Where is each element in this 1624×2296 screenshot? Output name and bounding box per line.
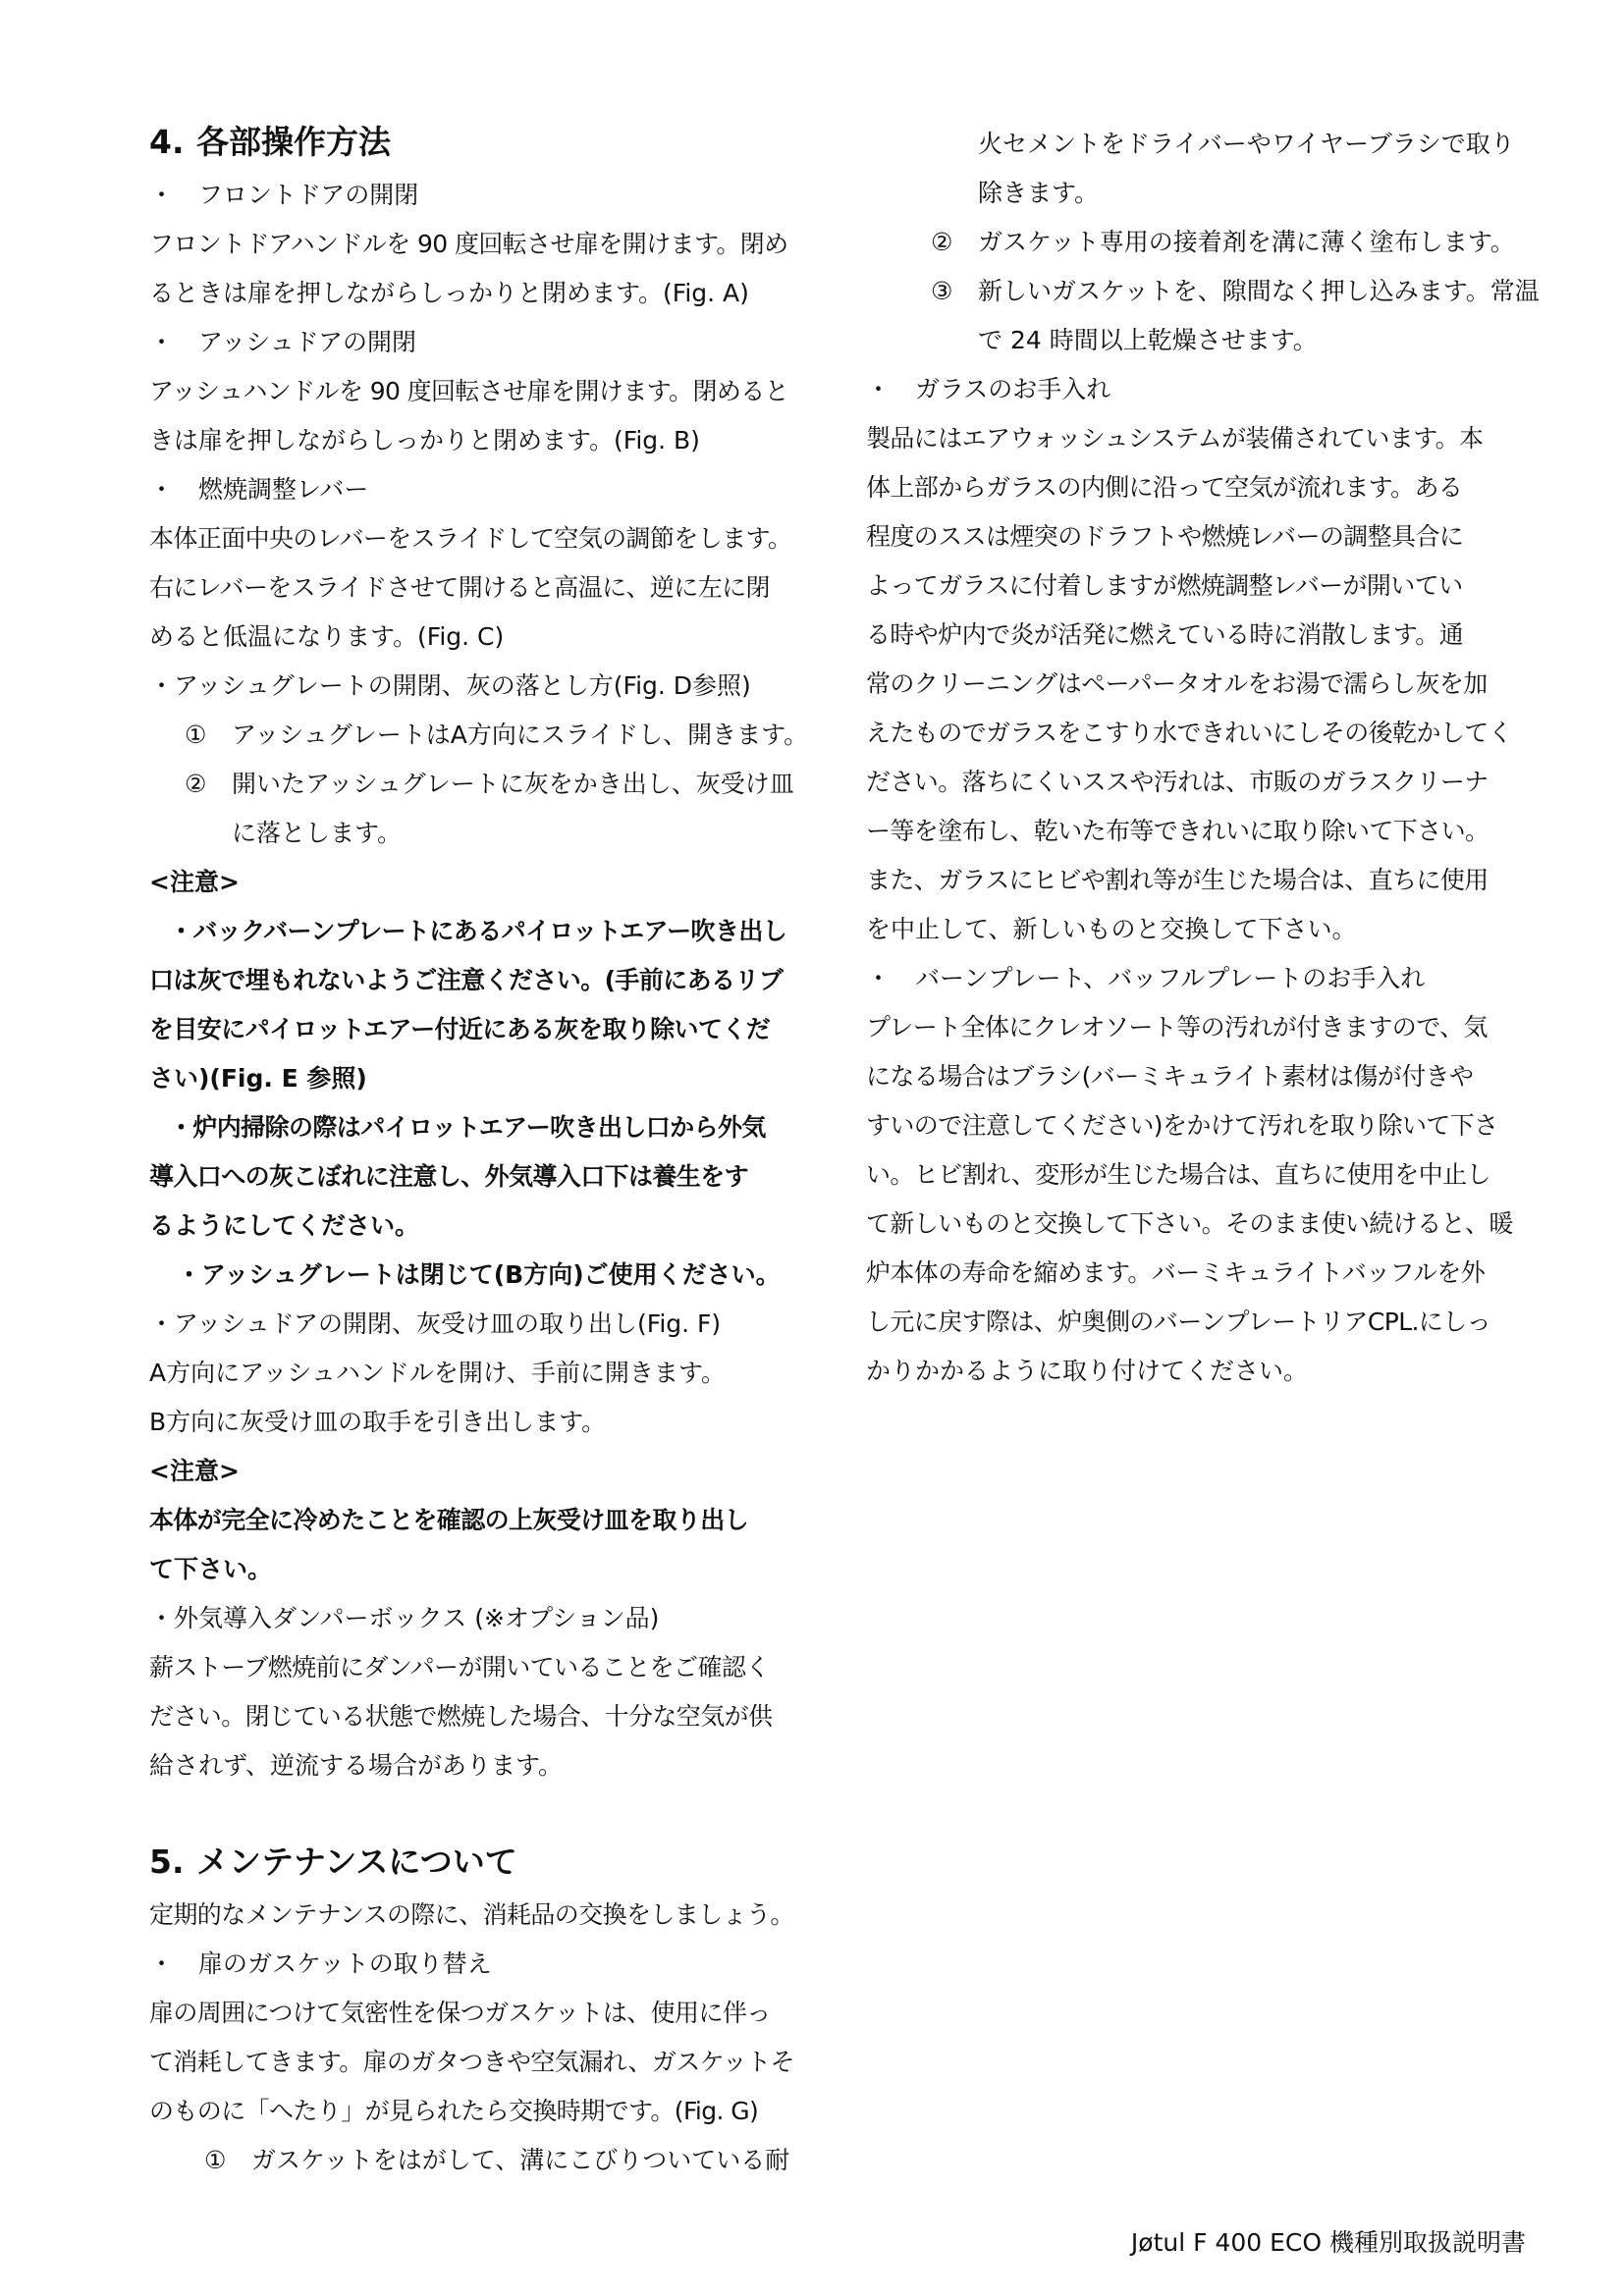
- caution-line: 本体が完全に冷めたことを確認の上灰受け皿を取り出し: [149, 1506, 749, 1534]
- caution-heading: <注意>: [149, 1457, 240, 1485]
- paragraph-line: また、ガラスにヒビや割れ等が生じた場合は、直ちに使用: [866, 866, 1489, 894]
- paragraph-line: のものに「へたり」が見られたら交換時期です。(Fig. G): [149, 2097, 759, 2125]
- caution-line: を目安にパイロットエアー付近にある灰を取り除いてくだ: [149, 1015, 771, 1043]
- paragraph-line: 右にレバーをスライドさせて開けると高温に、逆に左に閉: [149, 573, 770, 602]
- bullet-front-door: ・ フロントドアの開閉: [149, 181, 419, 209]
- caution-line: さい)(Fig. E 参照): [149, 1064, 367, 1093]
- paragraph-line: になる場合はブラシ(バーミキュライト素材は傷が付きや: [866, 1062, 1474, 1091]
- paragraph-line: プレート全体にクレオソート等の汚れが付きますので、気: [866, 1013, 1488, 1041]
- subheading-ash-pan: ・アッシュドアの開閉、灰受け皿の取り出し(Fig. F): [149, 1309, 722, 1338]
- bullet-burn-plate-care: ・ バーンプレート、バッフルプレートのお手入れ: [866, 964, 1426, 992]
- caution-heading: <注意>: [149, 868, 240, 896]
- paragraph-line: かりかかるように取り付けてください。: [866, 1357, 1309, 1385]
- gasket-step-3: ③ 新しいガスケットを、隙間なく押し込みます。常温: [931, 277, 1540, 305]
- paragraph-line: ー等を塗布し、乾いた布等できれいに取り除いて下さい。: [866, 817, 1489, 845]
- page-footer: Jøtul F 400 ECO 機種別取扱説明書: [1130, 2228, 1526, 2257]
- gasket-step-3-cont: で 24 時間以上乾燥させます。: [978, 326, 1318, 354]
- paragraph-line: すいので注意してください)をかけて汚れを取り除いて下さ: [866, 1111, 1498, 1140]
- paragraph-line: る時や炉内で炎が活発に燃えている時に消散します。通: [866, 620, 1464, 649]
- paragraph-line: きは扉を押しながらしっかりと閉めます。(Fig. B): [149, 426, 700, 454]
- subheading-ash-grate: ・アッシュグレートの開閉、灰の落とし方(Fig. D参照): [149, 671, 751, 700]
- caution-line: ・バックバーンプレートにあるパイロットエアー吹き出し: [169, 917, 787, 945]
- paragraph-line: よってガラスに付着しますが燃焼調整レバーが開いてい: [866, 571, 1463, 600]
- section-5-heading: 5. メンテナンスについて: [149, 1842, 517, 1881]
- caution-line: ・アッシュグレートは閉じて(B方向)ご使用ください。: [177, 1260, 781, 1289]
- step-2-cont: に落とします。: [232, 819, 403, 847]
- paragraph-line: めると低温になります。(Fig. C): [149, 622, 505, 651]
- paragraph-line: ださい。閉じている状態で燃焼した場合、十分な空気が供: [149, 1702, 773, 1731]
- gasket-step-1-cont: 除きます。: [978, 179, 1100, 207]
- caution-line: るようにしてください。: [149, 1211, 420, 1240]
- paragraph-line: 程度のススは煙突のドラフトや燃焼レバーの調整具合に: [866, 522, 1464, 551]
- paragraph-line: て新しいものと交換して下さい。そのまま使い続けると、暖: [866, 1209, 1513, 1238]
- left-column: [149, 116, 813, 2185]
- paragraph-line: アッシュハンドルを 90 度回転させ扉を開けます。閉めると: [149, 377, 789, 405]
- paragraph-line: 薪ストーブ燃焼前にダンパーが開いていることをご確認く: [149, 1653, 770, 1682]
- paragraph-line: フロントドアハンドルを 90 度回転させ扉を開けます。閉め: [149, 230, 788, 258]
- caution-line: て下さい。: [149, 1555, 273, 1583]
- section-gap: [149, 1790, 813, 1836]
- paragraph-line: 定期的なメンテナンスの際に、消耗品の交換をしましょう。: [149, 1900, 794, 1929]
- section-4-heading: 4. 各部操作方法: [149, 123, 391, 161]
- paragraph-line: 扉の周囲につけて気密性を保つガスケットは、使用に伴っ: [149, 1999, 771, 2027]
- bullet-ash-door: ・ アッシュドアの開閉: [149, 328, 417, 356]
- paragraph-line: B方向に灰受け皿の取手を引き出します。: [149, 1408, 607, 1436]
- paragraph-line: 給されず、逆流する場合があります。: [149, 1751, 564, 1780]
- step-2: ② 開いたアッシュグレートに灰をかき出し、灰受け皿: [185, 770, 794, 798]
- paragraph-line: ださい。落ちにくいススや汚れは、市販のガラスクリーナ: [866, 768, 1489, 796]
- paragraph-line: 体上部からガラスの内側に沿って空気が流れます。ある: [866, 473, 1463, 502]
- paragraph-line: A方向にアッシュハンドルを開け、手前に開きます。: [149, 1359, 726, 1387]
- bullet-gasket: ・ 扉のガスケットの取り替え: [149, 1949, 492, 1978]
- paragraph-line: 炉本体の寿命を縮めます。バーミキュライトバッフルを外: [866, 1258, 1486, 1287]
- bullet-glass-care: ・ ガラスのお手入れ: [866, 375, 1111, 403]
- bullet-combustion-lever: ・ 燃焼調整レバー: [149, 475, 369, 504]
- right-column: [866, 120, 1540, 1396]
- gasket-step-1-cont: 火セメントをドライバーやワイヤーブラシで取り: [978, 130, 1515, 158]
- step-1: ① アッシュグレートはA方向にスライドし、開きます。: [185, 721, 809, 749]
- paragraph-line: 常のクリーニングはペーパータオルをお湯で濡らし灰を加: [866, 669, 1488, 698]
- gasket-step-1: ① ガスケットをはがして、溝にこびりついている耐: [204, 2146, 790, 2174]
- subheading-damper-box: ・外気導入ダンパーボックス (※オプション品): [149, 1604, 660, 1632]
- caution-line: 口は灰で埋もれないようご注意ください。(手前にあるリブ: [149, 966, 784, 994]
- paragraph-line: 製品にはエアウォッシュシステムが装備されています。本: [866, 424, 1484, 453]
- paragraph-line: い。ヒビ割れ、変形が生じた場合は、直ちに使用を中止し: [866, 1160, 1490, 1189]
- caution-line: 導入口への灰こぼれに注意し、外気導入口下は養生をす: [149, 1162, 749, 1191]
- paragraph-line: し元に戻す際は、炉奥側のバーンプレートリアCPL.にしっ: [866, 1308, 1491, 1336]
- paragraph-line: を中止して、新しいものと交換して下さい。: [866, 915, 1357, 943]
- caution-line: ・炉内掃除の際はパイロットエアー吹き出し口から外気: [169, 1113, 766, 1142]
- paragraph-line: 本体正面中央のレバーをスライドして空気の調節をします。: [149, 524, 792, 553]
- gasket-step-2: ② ガスケット専用の接着剤を溝に薄く塗布します。: [931, 228, 1515, 256]
- paragraph-line: るときは扉を押しながらしっかりと閉めます。(Fig. A): [149, 279, 749, 307]
- paragraph-line: て消耗してきます。扉のガタつきや空気漏れ、ガスケットそ: [149, 2048, 795, 2076]
- paragraph-line: えたものでガラスをこすり水できれいにしその後乾かしてく: [866, 719, 1513, 747]
